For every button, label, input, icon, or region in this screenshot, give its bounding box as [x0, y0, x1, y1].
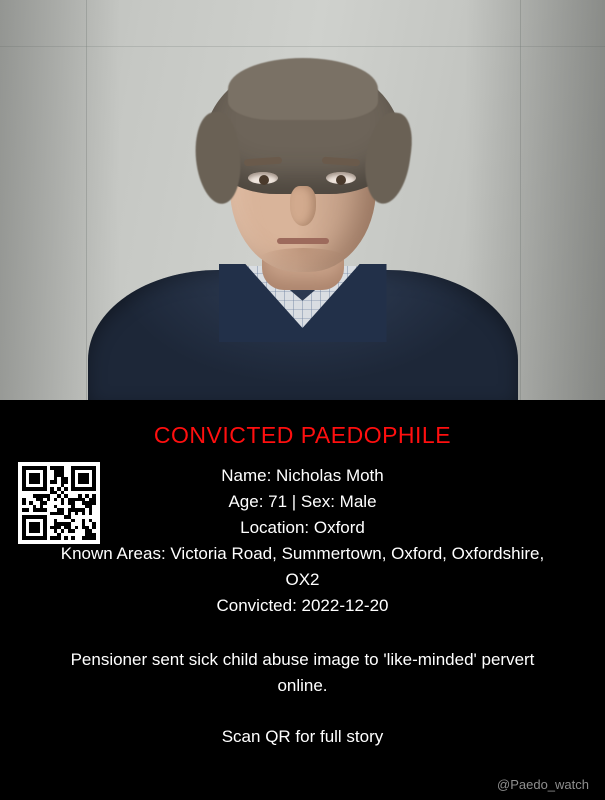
detail-age-sex: Age: 71 | Sex: Male — [228, 492, 377, 511]
detail-location: Location: Oxford — [240, 518, 365, 537]
qr-code[interactable] — [18, 462, 100, 544]
account-handle: @Paedo_watch — [497, 777, 589, 792]
mouth — [277, 238, 329, 244]
detail-name: Name: Nicholas Moth — [221, 466, 384, 485]
nose — [290, 186, 316, 226]
detail-convicted: Convicted: 2022-12-20 — [216, 596, 389, 615]
scan-instruction: Scan QR for full story — [221, 727, 384, 746]
info-panel — [0, 400, 605, 800]
case-summary: Pensioner sent sick child abuse image to 'like-minded' pervert online. — [70, 650, 535, 695]
pupil-right — [336, 175, 346, 185]
hair-top — [228, 58, 378, 120]
detail-known-areas: Known Areas: Victoria Road, Summertown, Oxford, Oxfordshire, OX2 — [60, 544, 549, 589]
qr-code-modules — [22, 466, 96, 540]
headline: CONVICTED PAEDOPHILE — [153, 422, 452, 448]
pupil-left — [259, 175, 269, 185]
chin-shading — [258, 248, 348, 272]
